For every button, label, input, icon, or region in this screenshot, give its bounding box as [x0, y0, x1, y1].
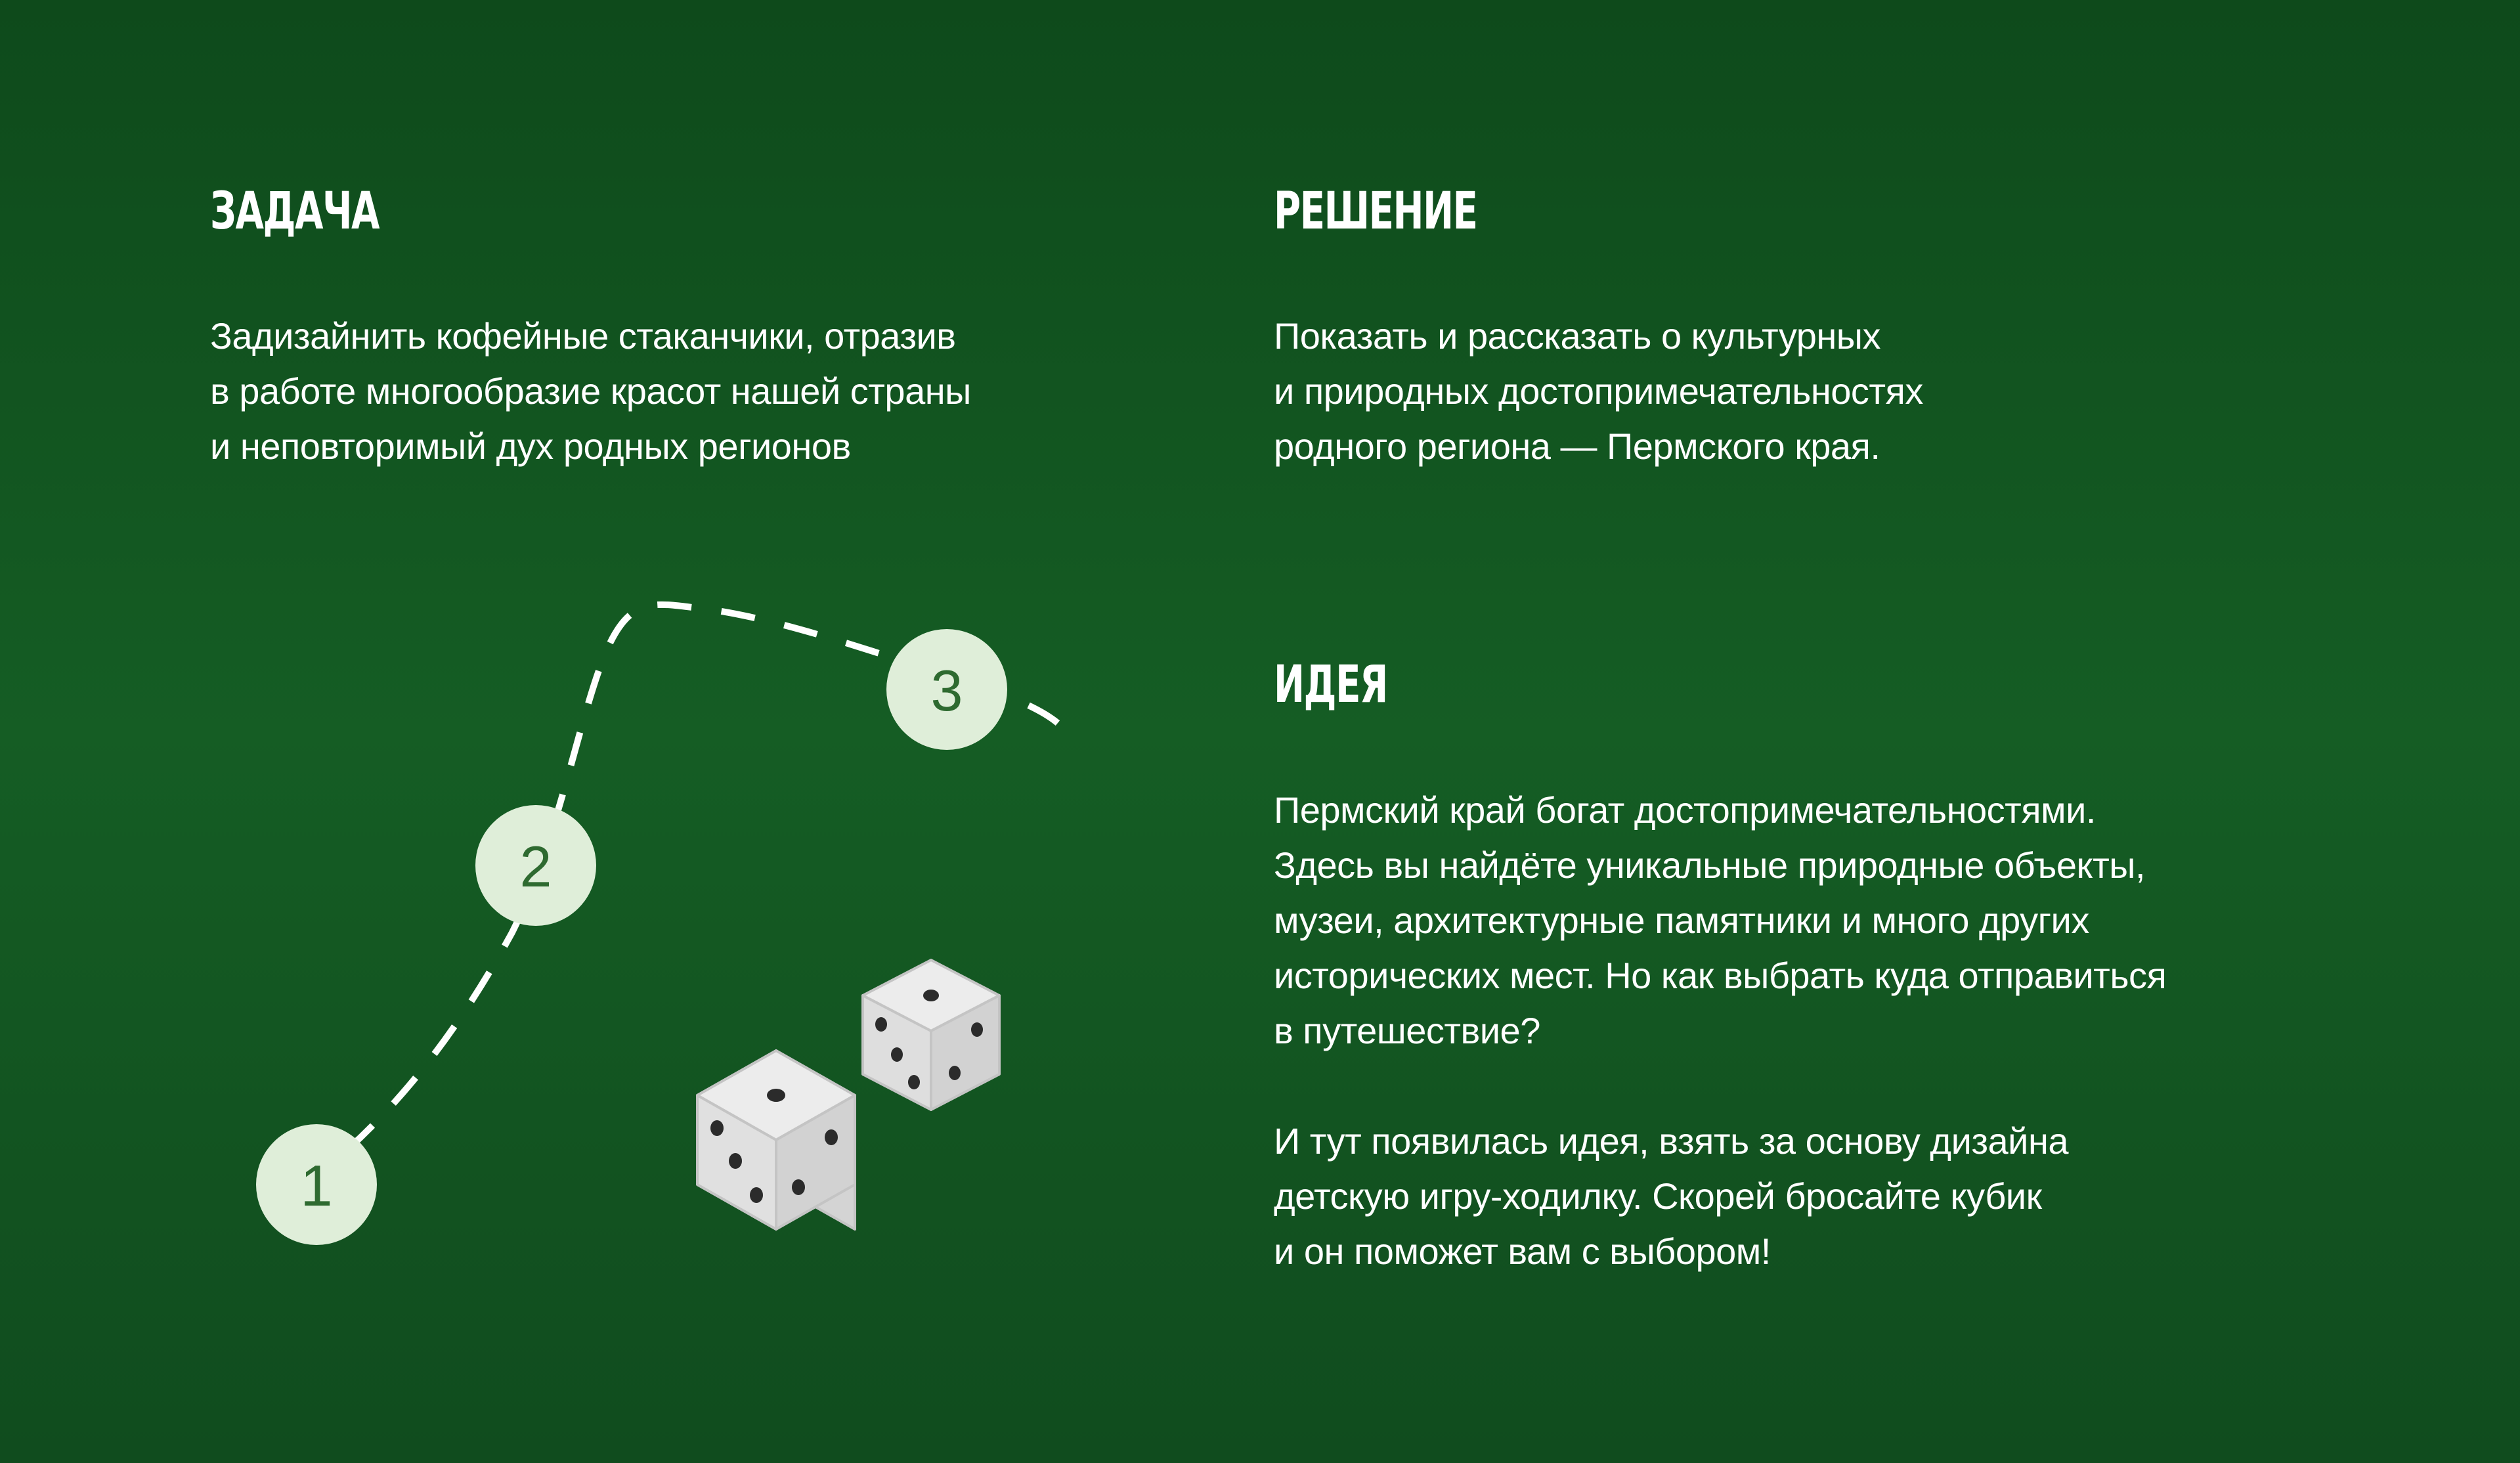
idea-description: Пермский край богат достопримечательностями. Здесь вы найдёте уникальные природные объекты, музеи, архитектурные памятники и много других исторических мест. Но как выбрать куда отправиться в путешествие?	[1274, 789, 2167, 1051]
solution-description: Показать и рассказать о культурных и природных достопримечательностях родного региона — Пермского края.	[1274, 315, 1923, 467]
dice-icon	[697, 1051, 855, 1229]
step-number: 3	[930, 658, 963, 723]
step-marker-3	[886, 629, 1007, 750]
step-number: 2	[519, 834, 552, 899]
step-marker-2	[475, 805, 596, 926]
step-marker-1	[256, 1124, 377, 1245]
dice-icon	[863, 960, 999, 1110]
solution-title: РЕШЕНИЕ	[1274, 182, 1477, 241]
step-number: 1	[300, 1153, 333, 1218]
idea-title: ИДЕЯ	[1274, 655, 1387, 714]
task-description: Задизайнить кофейные стаканчики, отразив в работе многообразие красот нашей страны и неповторимый дух родных регионов	[210, 315, 971, 467]
idea-description-2: И тут появилась идея, взять за основу дизайна детскую игру-ходилку. Скорей бросайте кубик и он поможет вам с выбором!	[1274, 1120, 2069, 1272]
task-title: ЗАДАЧА	[210, 182, 380, 241]
